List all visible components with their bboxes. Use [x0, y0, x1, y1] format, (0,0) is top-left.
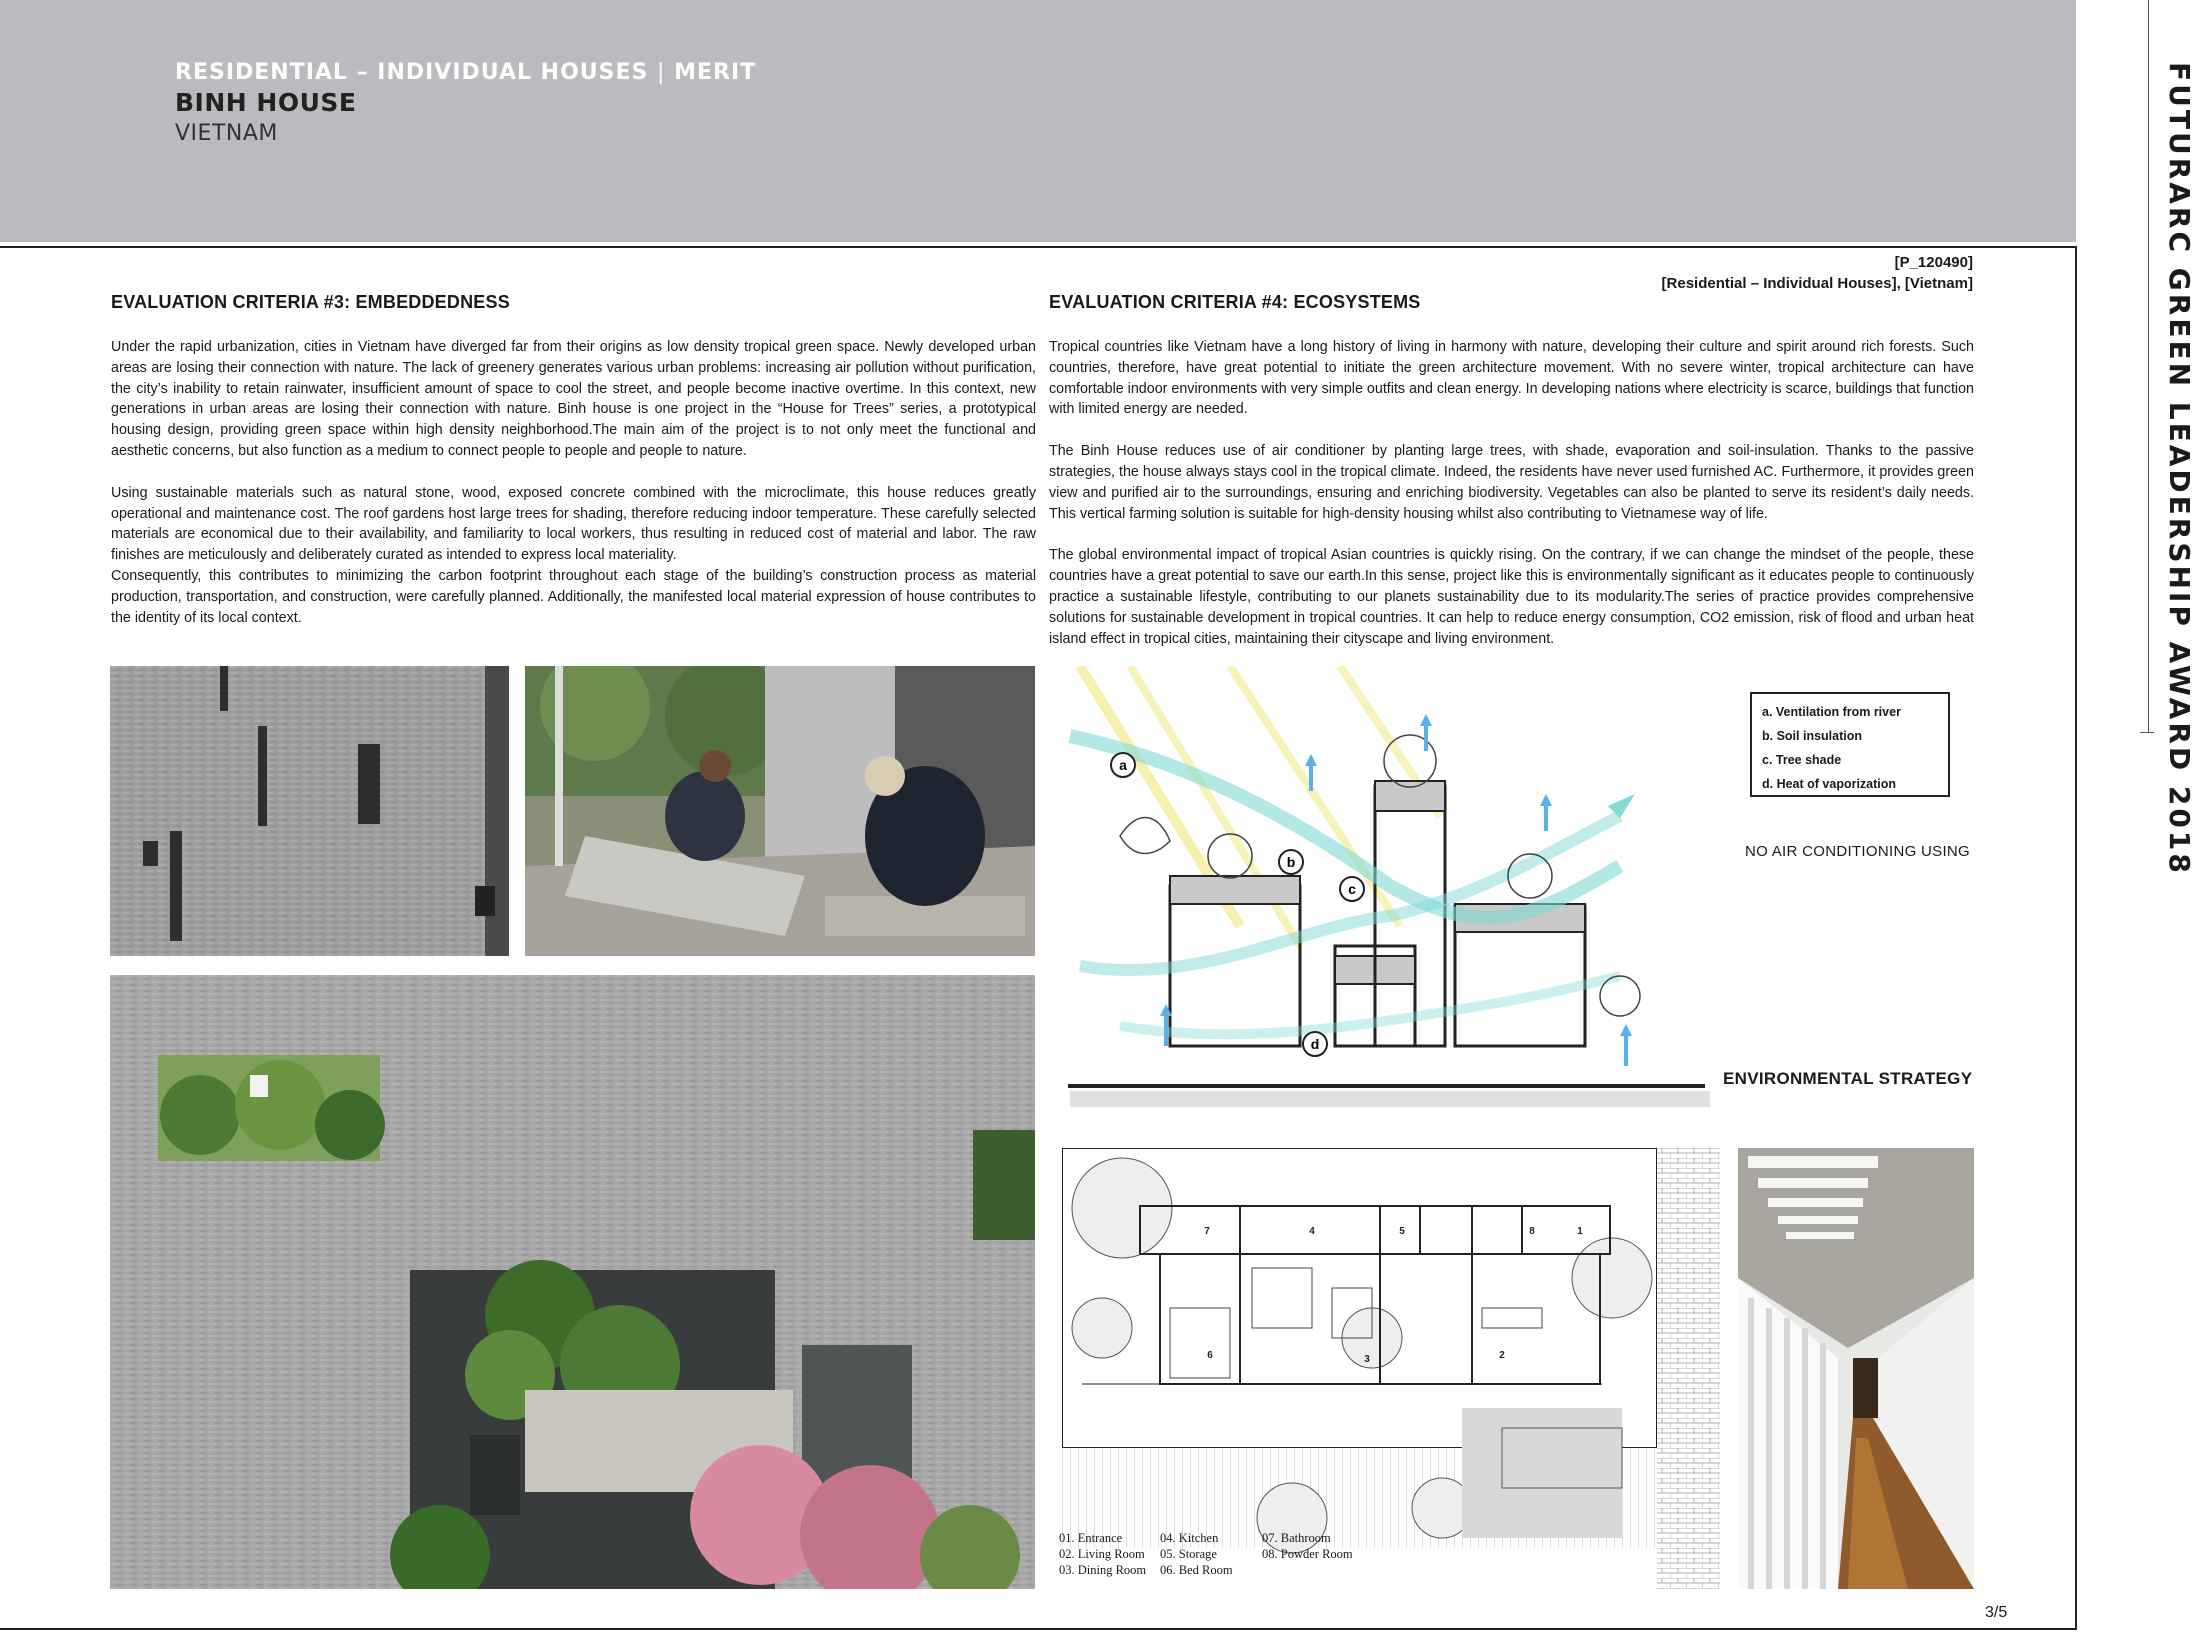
criteria3-paragraph: Under the rapid urbanization, cities in Vietnam have diverged far from their origins as low density tropical green space. Newly developed urban areas are losing their connection with nature. The lack of greenery generates various urban problems: increasing air pollution without purification, the city’s inability to retain rainwater, insufficient amount of space to cool the street, and people become inactive overtime. In this context, new generations in urban areas are losing their connection with nature. Binh house is one project in the “House for Trees” series, a prototypical housing design, providing green space within high density neighborhood.The main aim of the project is to not only meet the functional and aesthetic concerns, but also function as a medium to connect people to people and people to nature. — [111, 339, 1036, 459]
reference-tags: [Residential – Individual Houses], [Vietnam] — [1661, 275, 1973, 292]
criteria4-paragraph: The global environmental impact of tropical Asian countries is quickly rising. On the contrary, if we can change the mindset of the people, these countries have a great potential to save our earth.In this sense, project like this is environmentally significant as it educates people to continuously practice a sustainable lifestyle, contributing to our planets sustainability due to its modularity.The series of practice provides comprehensive solutions for sustainable development in tropical countries. It can help to reduce energy consumption, CO2 emission, risk of flood and urban heat island effect in tropical cities, maintaining their cityscape and living environment. — [1049, 547, 1974, 647]
plan-room-number: 8 — [1529, 1226, 1535, 1237]
stone-facade-photo — [110, 666, 509, 956]
reference-id: [P_120490] — [1894, 254, 1973, 271]
criteria3-body — [111, 337, 1036, 649]
project-title: BINH HOUSE — [175, 88, 357, 117]
room-legend-item: 04. Kitchen — [1160, 1531, 1219, 1545]
frame-top-rule — [0, 246, 2077, 248]
facade-garden-photo — [110, 975, 1035, 1589]
plan-room-number: 5 — [1399, 1226, 1405, 1237]
plan-room-number: 3 — [1364, 1354, 1370, 1365]
room-legend-item: 08. Powder Room — [1262, 1547, 1353, 1561]
plan-room-number: 4 — [1309, 1226, 1315, 1237]
legend-item: d. Heat of vaporization — [1762, 777, 1897, 791]
marker-d-label: d — [1310, 1036, 1320, 1052]
header-category-line — [175, 60, 756, 85]
environmental-strategy-caption: ENVIRONMENTAL STRATEGY — [1723, 1069, 1973, 1088]
no-ac-note: NO AIR CONDITIONING USING — [1745, 843, 1971, 860]
legend-item: a. Ventilation from river — [1762, 705, 1901, 719]
award-side-title: FUTURARC GREEN LEADERSHIP AWARD 2018 — [2163, 62, 2196, 876]
frame-right-rule — [2075, 246, 2077, 1630]
marker-a-label: a — [1119, 757, 1127, 773]
criteria3-title: EVALUATION CRITERIA #3: EMBEDDEDNESS — [111, 292, 510, 312]
legend-item: b. Soil insulation — [1762, 729, 1862, 743]
header-separator: | — [657, 60, 666, 85]
floor-plan-drawing — [1062, 1148, 1720, 1589]
project-country: VIETNAM — [175, 121, 278, 146]
corridor-photo — [1738, 1148, 1974, 1589]
marker-c-label: c — [1348, 881, 1356, 897]
criteria3-paragraph: Using sustainable materials such as natural stone, wood, exposed concrete combined with the microclimate, this house reduces greatly operational and maintenance cost. The roof gardens host large trees for shading, therefore reducing indoor temperature. These carefully selected materials are economical due to their availability, and familiarity to local workers, thus resulting in reduced cost of material and labor. The raw finishes are meticulously and deliberately curated as intended to express local materiality. — [111, 484, 1036, 564]
header-award: MERIT — [674, 60, 757, 85]
header-category: RESIDENTIAL – INDIVIDUAL HOUSES — [175, 60, 649, 85]
reference-block — [1662, 252, 1973, 294]
frame-bottom-rule — [0, 1628, 2077, 1630]
room-legend-item: 02. Living Room — [1059, 1547, 1145, 1561]
plan-room-number: 1 — [1577, 1226, 1583, 1237]
side-rule — [2148, 0, 2149, 732]
criteria4-paragraph: Tropical countries like Vietnam have a long history of living in harmony with nature, developing their culture and spirit around rich forests. Such countries, therefore, have great potential to initiate the green architecture movement. With no severe winter, tropical architecture can have comfortable indoor environments with very simple outfits and clean energy. In developing nations where electricity is scarce, buildings that function with limited energy are needed. — [1049, 339, 1974, 418]
room-legend-item: 03. Dining Room — [1059, 1563, 1147, 1577]
workers-photo — [525, 666, 1035, 956]
plan-room-number: 7 — [1204, 1226, 1210, 1237]
diagram-legend — [1750, 692, 1950, 797]
header-band — [0, 0, 2076, 242]
room-legend-item: 01. Entrance — [1059, 1531, 1123, 1545]
legend-item: c. Tree shade — [1762, 753, 1842, 767]
room-legend-item: 05. Storage — [1160, 1547, 1217, 1561]
criteria4-title: EVALUATION CRITERIA #4: ECOSYSTEMS — [1049, 292, 1421, 312]
environmental-section-diagram — [1060, 666, 1720, 1116]
page-number: 3/5 — [1985, 1604, 2008, 1621]
marker-b-label: b — [1286, 854, 1296, 870]
plan-room-number: 2 — [1499, 1350, 1505, 1361]
criteria4-paragraph: The Binh House reduces use of air conditioner by planting large trees, with shade, evaporation and soil-insulation. Thanks to the passive strategies, the house always stays cool in the tropical climate. Indeed, the residents have never used furnished AC. Furthermore, it provides green view and purified air to the surroundings, ensuring and enriching biodiversity. Vegetables can also be planted to serve its resident’s daily needs. This vertical farming solution is suitable for high-density housing whilst also contributing to Vietnamese way of life. — [1049, 443, 1974, 522]
criteria4-body — [1049, 337, 1974, 670]
room-legend-item: 07. Bathroom — [1262, 1531, 1331, 1545]
criteria3-paragraph: Consequently, this contributes to minimizing the carbon footprint throughout each stage of the building’s construction process as material production, transportation, and construction, were carefully planned. Additionally, the manifested local material expression of house contributes to the identity of its local context. — [111, 567, 1036, 626]
side-rule-tick — [2140, 732, 2154, 733]
room-legend-item: 06. Bed Room — [1160, 1563, 1233, 1577]
plan-room-number: 6 — [1207, 1350, 1213, 1361]
